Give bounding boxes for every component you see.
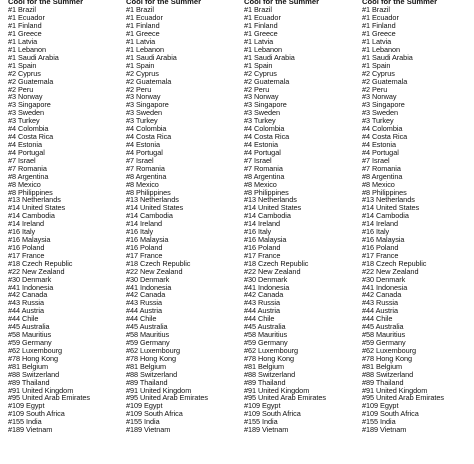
ranking-item: #14 United States xyxy=(244,203,302,213)
ranking-item: #8 Philippines xyxy=(362,187,407,197)
ranking-list xyxy=(126,6,242,434)
ranking-item: #78 Hong Kong xyxy=(126,353,177,363)
ranking-item: #1 Saudi Arabia xyxy=(126,52,177,62)
ranking-item: #109 South Africa xyxy=(126,409,183,419)
ranking-item: #3 Turkey xyxy=(362,116,394,126)
ranking-item: #41 Indonesia xyxy=(8,282,54,292)
ranking-item: #7 Israel xyxy=(244,155,272,165)
ranking-item: #189 Vietnam xyxy=(8,425,53,435)
ranking-item: #16 Poland xyxy=(8,242,45,252)
ranking-item: #7 Romania xyxy=(8,163,47,173)
ranking-item: #109 South Africa xyxy=(8,409,65,419)
ranking-item: #7 Romania xyxy=(362,163,401,173)
ranking-item: #45 Australia xyxy=(244,322,286,332)
ranking-item: #1 Latvia xyxy=(8,36,38,46)
ranking-item: #14 Cambodia xyxy=(8,211,55,221)
ranking-item: #62 Luxembourg xyxy=(244,345,299,355)
ranking-item: #3 Sweden xyxy=(244,108,281,118)
ranking-item: #30 Denmark xyxy=(8,274,52,284)
ranking-item: #95 United Arab Emirates xyxy=(244,393,326,403)
ranking-item: #41 Indonesia xyxy=(244,282,290,292)
ranking-item: #189 Vietnam xyxy=(362,425,407,435)
ranking-item: #1 Brazil xyxy=(126,5,154,15)
ranking-item: #95 United Arab Emirates xyxy=(362,393,444,403)
ranking-item: #45 Australia xyxy=(8,322,50,332)
ranking-item: #1 Latvia xyxy=(362,36,392,46)
ranking-item: #16 Poland xyxy=(362,242,399,252)
ranking-item: #1 Finland xyxy=(8,21,42,31)
ranking-item: #13 Netherlands xyxy=(244,195,297,205)
column-title: Cool for the Summer xyxy=(244,0,320,6)
ranking-item: #88 Switzerland xyxy=(362,369,414,379)
ranking-item: #1 Finland xyxy=(244,21,278,31)
ranking-item: #8 Philippines xyxy=(126,187,171,197)
ranking-item: #95 United Arab Emirates xyxy=(8,393,90,403)
ranking-item: #8 Philippines xyxy=(244,187,289,197)
ranking-list xyxy=(362,6,474,434)
ranking-item: #1 Ecuador xyxy=(362,13,399,23)
column-title: Cool for the Summer xyxy=(126,0,202,6)
ranking-item: #16 Italy xyxy=(126,227,154,237)
ranking-item: #30 Denmark xyxy=(362,274,406,284)
ranking-item: #8 Mexico xyxy=(244,179,277,189)
ranking-item: #14 Ireland xyxy=(126,219,162,229)
ranking-item: #1 Greece xyxy=(244,29,278,39)
ranking-item: #18 Czech Republic xyxy=(8,258,73,268)
ranking-item: #14 Ireland xyxy=(8,219,44,229)
ranking-item: #59 Germany xyxy=(362,338,406,348)
ranking-item: #81 Belgium xyxy=(244,361,285,371)
ranking-item: #62 Luxembourg xyxy=(8,345,63,355)
ranking-item: #3 Norway xyxy=(8,92,43,102)
ranking-item: #44 Austria xyxy=(126,306,162,316)
ranking-item: #3 Singapore xyxy=(244,100,287,110)
ranking-item: #4 Costa Rica xyxy=(244,132,290,142)
ranking-list xyxy=(8,6,124,434)
ranking-item: #155 India xyxy=(362,417,396,427)
ranking-item: #1 Lebanon xyxy=(362,44,401,54)
column-4 xyxy=(362,0,474,434)
ranking-item: #59 Germany xyxy=(8,338,52,348)
ranking-list xyxy=(244,6,360,434)
ranking-item: #16 Italy xyxy=(8,227,36,237)
ranking-item: #7 Israel xyxy=(126,155,154,165)
ranking-item: #1 Latvia xyxy=(126,36,156,46)
ranking-item: #1 Finland xyxy=(126,21,160,31)
ranking-item: #44 Chile xyxy=(362,314,393,324)
ranking-item: #4 Costa Rica xyxy=(8,132,54,142)
ranking-item: #2 Guatemala xyxy=(126,76,172,86)
ranking-item: #42 Canada xyxy=(8,290,48,300)
ranking-item: #78 Hong Kong xyxy=(8,353,59,363)
ranking-item: #4 Costa Rica xyxy=(362,132,408,142)
ranking-item: #7 Romania xyxy=(126,163,165,173)
ranking-item: #1 Latvia xyxy=(244,36,274,46)
ranking-item: #44 Austria xyxy=(8,306,44,316)
ranking-item: #2 Cyprus xyxy=(362,68,395,78)
ranking-item: #30 Denmark xyxy=(126,274,170,284)
ranking-item: #3 Norway xyxy=(244,92,279,102)
ranking-item: #43 Russia xyxy=(244,298,281,308)
ranking-item: #155 India xyxy=(126,417,160,427)
ranking-item: #3 Sweden xyxy=(8,108,45,118)
ranking-item: #22 New Zealand xyxy=(362,266,419,276)
ranking-item: #8 Argentina xyxy=(362,171,403,181)
ranking-item: #2 Peru xyxy=(8,84,34,94)
ranking-item: #4 Colombia xyxy=(362,124,403,134)
ranking-item: #30 Denmark xyxy=(244,274,288,284)
ranking-item: #95 United Arab Emirates xyxy=(126,393,208,403)
ranking-item: #1 Greece xyxy=(126,29,160,39)
ranking-item: #44 Chile xyxy=(8,314,39,324)
ranking-item: #89 Thailand xyxy=(244,377,286,387)
ranking-item: #8 Mexico xyxy=(126,179,159,189)
ranking-item: #155 India xyxy=(244,417,278,427)
ranking-item: #3 Norway xyxy=(126,92,161,102)
ranking-item: #109 South Africa xyxy=(362,409,419,419)
ranking-item: #109 South Africa xyxy=(244,409,301,419)
ranking-item: #81 Belgium xyxy=(126,361,167,371)
ranking-item: #81 Belgium xyxy=(8,361,49,371)
ranking-item: #8 Mexico xyxy=(8,179,41,189)
ranking-item: #88 Switzerland xyxy=(126,369,178,379)
ranking-item: #2 Guatemala xyxy=(8,76,54,86)
ranking-item: #3 Turkey xyxy=(244,116,276,126)
ranking-item: #14 United States xyxy=(8,203,66,213)
ranking-item: #17 France xyxy=(8,250,45,260)
ranking-item: #58 Mauritius xyxy=(362,330,406,340)
ranking-item: #91 United Kingdom xyxy=(362,385,428,395)
ranking-item: #58 Mauritius xyxy=(244,330,288,340)
column-3 xyxy=(244,0,360,434)
ranking-item: #18 Czech Republic xyxy=(244,258,309,268)
ranking-item: #4 Estonia xyxy=(126,139,160,149)
column-title: Cool for the Summer xyxy=(362,0,438,6)
ranking-item: #14 Ireland xyxy=(362,219,398,229)
ranking-item: #4 Costa Rica xyxy=(126,132,172,142)
ranking-item: #1 Saudi Arabia xyxy=(8,52,59,62)
ranking-item: #1 Brazil xyxy=(362,5,390,15)
ranking-item: #16 Malaysia xyxy=(126,235,169,245)
ranking-item: #2 Cyprus xyxy=(244,68,277,78)
column-2 xyxy=(126,0,242,434)
ranking-item: #4 Estonia xyxy=(244,139,278,149)
ranking-item: #16 Poland xyxy=(126,242,163,252)
ranking-item: #43 Russia xyxy=(362,298,399,308)
ranking-item: #58 Mauritius xyxy=(8,330,52,340)
ranking-item: #16 Italy xyxy=(244,227,272,237)
ranking-item: #8 Argentina xyxy=(126,171,167,181)
ranking-item: #7 Israel xyxy=(362,155,390,165)
ranking-item: #16 Malaysia xyxy=(244,235,287,245)
ranking-item: #1 Spain xyxy=(244,60,273,70)
ranking-item: #2 Peru xyxy=(244,84,270,94)
ranking-item: #4 Portugal xyxy=(362,147,399,157)
ranking-item: #1 Greece xyxy=(8,29,42,39)
ranking-item: #3 Sweden xyxy=(126,108,163,118)
ranking-item: #45 Australia xyxy=(126,322,168,332)
ranking-item: #41 Indonesia xyxy=(126,282,172,292)
ranking-item: #2 Guatemala xyxy=(244,76,290,86)
ranking-item: #89 Thailand xyxy=(126,377,168,387)
ranking-item: #78 Hong Kong xyxy=(362,353,413,363)
ranking-item: #78 Hong Kong xyxy=(244,353,295,363)
ranking-item: #43 Russia xyxy=(8,298,45,308)
ranking-item: #3 Turkey xyxy=(8,116,40,126)
ranking-item: #42 Canada xyxy=(244,290,284,300)
ranking-item: #8 Argentina xyxy=(244,171,285,181)
ranking-item: #44 Austria xyxy=(244,306,280,316)
ranking-item: #44 Chile xyxy=(244,314,275,324)
ranking-item: #109 Egypt xyxy=(362,401,399,411)
ranking-item: #1 Finland xyxy=(362,21,396,31)
ranking-item: #62 Luxembourg xyxy=(126,345,181,355)
ranking-item: #109 Egypt xyxy=(244,401,281,411)
ranking-item: #2 Guatemala xyxy=(362,76,408,86)
ranking-item: #22 New Zealand xyxy=(8,266,65,276)
ranking-item: #3 Singapore xyxy=(8,100,51,110)
ranking-item: #7 Israel xyxy=(8,155,36,165)
ranking-item: #1 Ecuador xyxy=(244,13,281,23)
ranking-item: #1 Brazil xyxy=(8,5,36,15)
ranking-item: #4 Portugal xyxy=(8,147,45,157)
ranking-item: #3 Sweden xyxy=(362,108,399,118)
ranking-item: #88 Switzerland xyxy=(244,369,296,379)
ranking-item: #18 Czech Republic xyxy=(126,258,191,268)
ranking-item: #1 Saudi Arabia xyxy=(362,52,413,62)
ranking-item: #14 Ireland xyxy=(244,219,280,229)
ranking-item: #59 Germany xyxy=(244,338,288,348)
ranking-item: #58 Mauritius xyxy=(126,330,170,340)
ranking-item: #41 Indonesia xyxy=(362,282,408,292)
ranking-item: #14 United States xyxy=(362,203,420,213)
ranking-item: #45 Australia xyxy=(362,322,404,332)
ranking-item: #13 Netherlands xyxy=(8,195,61,205)
ranking-item: #22 New Zealand xyxy=(126,266,183,276)
ranking-item: #44 Chile xyxy=(126,314,157,324)
ranking-item: #43 Russia xyxy=(126,298,163,308)
ranking-item: #91 United Kingdom xyxy=(126,385,192,395)
ranking-item: #1 Brazil xyxy=(244,5,272,15)
ranking-item: #4 Portugal xyxy=(126,147,163,157)
ranking-item: #8 Argentina xyxy=(8,171,49,181)
ranking-item: #2 Peru xyxy=(126,84,152,94)
ranking-item: #89 Thailand xyxy=(362,377,404,387)
ranking-item: #42 Canada xyxy=(362,290,402,300)
column-1 xyxy=(8,0,124,434)
ranking-item: #89 Thailand xyxy=(8,377,50,387)
ranking-item: #3 Norway xyxy=(362,92,397,102)
ranking-item: #16 Italy xyxy=(362,227,390,237)
ranking-item: #4 Colombia xyxy=(126,124,167,134)
ranking-item: #2 Peru xyxy=(362,84,388,94)
ranking-item: #3 Turkey xyxy=(126,116,158,126)
ranking-item: #1 Lebanon xyxy=(8,44,47,54)
column-title: Cool for the Summer xyxy=(8,0,84,6)
ranking-item: #16 Malaysia xyxy=(8,235,51,245)
ranking-item: #189 Vietnam xyxy=(126,425,171,435)
ranking-item: #22 New Zealand xyxy=(244,266,301,276)
ranking-item: #1 Spain xyxy=(126,60,155,70)
ranking-item: #1 Lebanon xyxy=(126,44,165,54)
ranking-item: #8 Philippines xyxy=(8,187,53,197)
ranking-item: #1 Spain xyxy=(362,60,391,70)
ranking-item: #4 Colombia xyxy=(8,124,49,134)
ranking-item: #14 Cambodia xyxy=(362,211,409,221)
ranking-item: #189 Vietnam xyxy=(244,425,289,435)
ranking-item: #2 Cyprus xyxy=(126,68,159,78)
ranking-item: #1 Lebanon xyxy=(244,44,283,54)
ranking-item: #155 India xyxy=(8,417,42,427)
ranking-item: #18 Czech Republic xyxy=(362,258,427,268)
ranking-item: #13 Netherlands xyxy=(126,195,179,205)
ranking-item: #3 Singapore xyxy=(362,100,405,110)
ranking-item: #8 Mexico xyxy=(362,179,395,189)
ranking-item: #62 Luxembourg xyxy=(362,345,417,355)
ranking-item: #17 France xyxy=(126,250,163,260)
ranking-item: #17 France xyxy=(244,250,281,260)
ranking-item: #14 Cambodia xyxy=(126,211,173,221)
ranking-item: #14 Cambodia xyxy=(244,211,291,221)
ranking-item: #16 Malaysia xyxy=(362,235,405,245)
ranking-item: #109 Egypt xyxy=(8,401,45,411)
ranking-item: #4 Estonia xyxy=(362,139,396,149)
ranking-item: #81 Belgium xyxy=(362,361,403,371)
ranking-item: #2 Cyprus xyxy=(8,68,41,78)
ranking-item: #88 Switzerland xyxy=(8,369,60,379)
ranking-item: #16 Poland xyxy=(244,242,281,252)
ranking-item: #7 Romania xyxy=(244,163,283,173)
ranking-item: #1 Ecuador xyxy=(126,13,163,23)
ranking-item: #4 Portugal xyxy=(244,147,281,157)
ranking-item: #4 Colombia xyxy=(244,124,285,134)
ranking-item: #59 Germany xyxy=(126,338,170,348)
ranking-item: #3 Singapore xyxy=(126,100,169,110)
ranking-item: #4 Estonia xyxy=(8,139,42,149)
ranking-item: #1 Ecuador xyxy=(8,13,45,23)
ranking-item: #91 United Kingdom xyxy=(8,385,74,395)
ranking-item: #17 France xyxy=(362,250,399,260)
ranking-item: #91 United Kingdom xyxy=(244,385,310,395)
ranking-item: #14 United States xyxy=(126,203,184,213)
ranking-item: #1 Greece xyxy=(362,29,396,39)
ranking-item: #1 Saudi Arabia xyxy=(244,52,295,62)
ranking-item: #109 Egypt xyxy=(126,401,163,411)
ranking-item: #44 Austria xyxy=(362,306,398,316)
ranking-item: #13 Netherlands xyxy=(362,195,415,205)
ranking-item: #1 Spain xyxy=(8,60,37,70)
ranking-item: #42 Canada xyxy=(126,290,166,300)
